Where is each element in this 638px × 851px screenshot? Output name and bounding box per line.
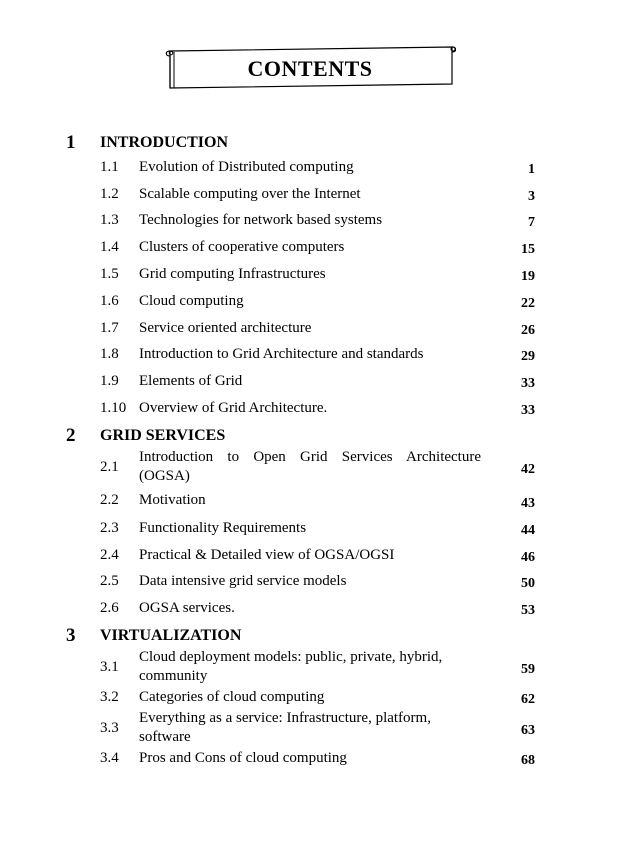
section-title: Technologies for network based systems (139, 212, 383, 228)
section-number: 1.8 (100, 346, 119, 362)
page-title: CONTENTS (247, 56, 373, 81)
page-number: 59 (521, 662, 535, 677)
section-number: 3.2 (100, 689, 119, 705)
section-number: 2.5 (100, 573, 119, 589)
section-number: 2.1 (100, 459, 119, 475)
chapter-number: 1 (66, 132, 76, 153)
section-number: 2.3 (100, 520, 119, 536)
section-number: 1.4 (100, 239, 119, 255)
section-title: Introduction to Open Grid Services Architecture (OGSA) (139, 449, 481, 484)
page-number: 29 (521, 349, 535, 364)
chapter-title: INTRODUCTION (100, 134, 229, 151)
section-title: OGSA services. (139, 600, 235, 616)
section-number: 2.2 (100, 492, 119, 508)
chapter-number: 2 (66, 425, 76, 446)
section-title: Motivation (139, 492, 206, 508)
page-number: 53 (521, 603, 535, 618)
section-title: Categories of cloud computing (139, 689, 325, 705)
section-number: 1.5 (100, 266, 119, 282)
section-number: 1.9 (100, 373, 119, 389)
section-title: Functionality Requirements (139, 520, 307, 536)
page-number: 46 (521, 550, 535, 565)
section-number: 1.10 (100, 400, 127, 416)
page-number: 3 (528, 189, 535, 204)
section-number: 1.6 (100, 293, 119, 309)
section-title: Cloud computing (139, 293, 244, 309)
section-title: Clusters of cooperative computers (139, 239, 345, 255)
section-title: Practical & Detailed view of OGSA/OGSI (139, 547, 395, 563)
section-number: 1.7 (100, 320, 119, 336)
chapter-title: VIRTUALIZATION (100, 627, 242, 644)
page-number: 42 (521, 462, 535, 477)
section-title: Pros and Cons of cloud computing (139, 750, 347, 766)
section-title: Grid computing Infrastructures (139, 266, 326, 282)
section-title: Everything as a service: Infrastructure, platform, software (139, 710, 431, 745)
page-number: 62 (521, 692, 535, 707)
chapter-title: GRID SERVICES (100, 427, 226, 444)
section-number: 2.4 (100, 547, 119, 563)
page-number: 44 (521, 523, 535, 538)
section-title: Evolution of Distributed computing (139, 159, 354, 175)
page-number: 63 (521, 723, 535, 738)
page-number: 43 (521, 496, 535, 511)
page-number: 33 (521, 376, 535, 391)
section-title: Elements of Grid (139, 373, 243, 389)
page-number: 22 (521, 296, 535, 311)
section-title: Service oriented architecture (139, 320, 312, 336)
page-number: 1 (528, 162, 535, 177)
section-title: Introduction to Grid Architecture and standards (139, 346, 424, 362)
section-number: 1.1 (100, 159, 119, 175)
page-number: 26 (521, 323, 535, 338)
section-number: 3.3 (100, 720, 119, 736)
page-number: 33 (521, 403, 535, 418)
page-number: 68 (521, 753, 535, 768)
section-number: 3.4 (100, 750, 119, 766)
page-number: 15 (521, 242, 535, 257)
section-number: 1.2 (100, 186, 119, 202)
section-title: Cloud deployment models: public, private, hybrid, community (139, 649, 443, 684)
page-number: 19 (521, 269, 535, 284)
page-number: 50 (521, 576, 535, 591)
section-title: Scalable computing over the Internet (139, 186, 361, 202)
section-number: 2.6 (100, 600, 119, 616)
section-title: Data intensive grid service models (139, 573, 347, 589)
chapter-number: 3 (66, 625, 76, 646)
page-number: 7 (528, 215, 535, 230)
section-number: 1.3 (100, 212, 119, 228)
section-title: Overview of Grid Architecture. (139, 400, 328, 416)
section-number: 3.1 (100, 659, 119, 675)
